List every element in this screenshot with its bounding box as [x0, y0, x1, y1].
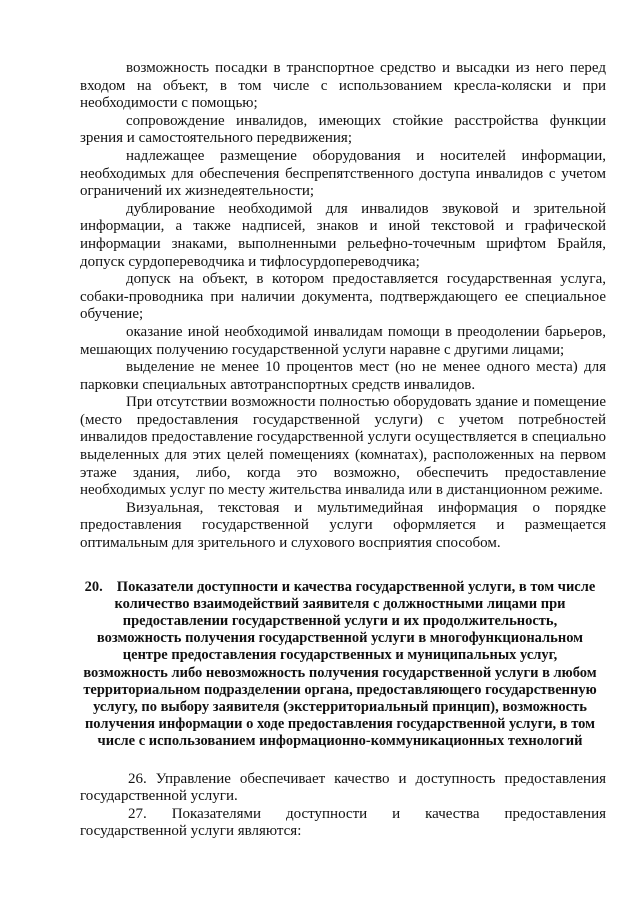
paragraph-alternative-premises: При отсутствии возможности полностью оборудовать здание и помещение (место предоставления государственной услуги) с учетом потребностей инвалидов предоставление государственной услуги осуществляется в специально выделенных для этих целей помещениях (комнатах), расположенных на первом этаже здания, либо, когда это возможно, обеспечить предоставление необходимых услуг по месту жительства инвалида или в дистанционном режиме.	[80, 394, 606, 499]
paragraph-boarding-assistance: возможность посадки в транспортное средство и высадки из него перед входом на объект, в том числе с использованием кресла-коляски и при необходимости с помощью;	[80, 60, 606, 112]
paragraph-equipment-placement: надлежащее размещение оборудования и носителей информации, необходимых для обеспечения беспрепятственного доступа инвалидов с учетом ограничений их жизнедеятельности;	[80, 147, 606, 200]
section-title: Показатели доступности и качества государственной услуги, в том числе количество взаимодействий заявителя с должностными лицами при предоставлении государственной услуги и их продолжительность, возможность получения государственной услуги в многофункциональном центре предоставления государственных и муниципальных услуг, возможность либо невозможность получения государственной услуги в любом территориальном подразделении органа, предоставляющего государственную услугу, по выбору заявителя (экстерриториальный принцип), возможность получения информации о ходе предоставления государственной услуги, в том числе с использованием информационно-коммуникационных технологий	[83, 578, 597, 750]
paragraph-parking: выделение не менее 10 процентов мест (но не менее одного места) для парковки специальных автотранспортных средств инвалидов.	[80, 359, 606, 393]
paragraph-item-26: 26. Управление обеспечивает качество и доступность предоставления государственной услуги.	[80, 770, 606, 805]
section-heading	[80, 579, 600, 751]
paragraph-visual-information: Визуальная, текстовая и мультимедийная информация о порядке предоставления государственной услуги оформляется и размещается оптимальным для зрительного и слухового восприятия способом.	[80, 499, 606, 552]
spacer	[80, 751, 606, 771]
section-number: 20.	[84, 578, 103, 595]
paragraph-guide-dog: допуск на объект, в котором предоставляется государственная услуга, собаки-проводника при наличии документа, подтверждающего ее специальное обучение;	[80, 271, 606, 323]
paragraph-other-assistance: оказание иной необходимой инвалидам помощи в преодолении барьеров, мешающих получению государственной услуги наравне с другими лицами;	[80, 323, 606, 358]
paragraph-escort: сопровождение инвалидов, имеющих стойкие расстройства функции зрения и самостоятельного передвижения;	[80, 112, 606, 147]
paragraph-item-27: 27. Показателями доступности и качества предоставления государственной услуги являются:	[80, 805, 606, 840]
paragraph-information-duplication: дублирование необходимой для инвалидов звуковой и зрительной информации, а также надписей, знаков и иной текстовой и графической информации знаками, выполненными рельефно-точечным шрифтом Брайля, допуск сурдопереводчика и тифлосурдопереводчика;	[80, 200, 606, 270]
